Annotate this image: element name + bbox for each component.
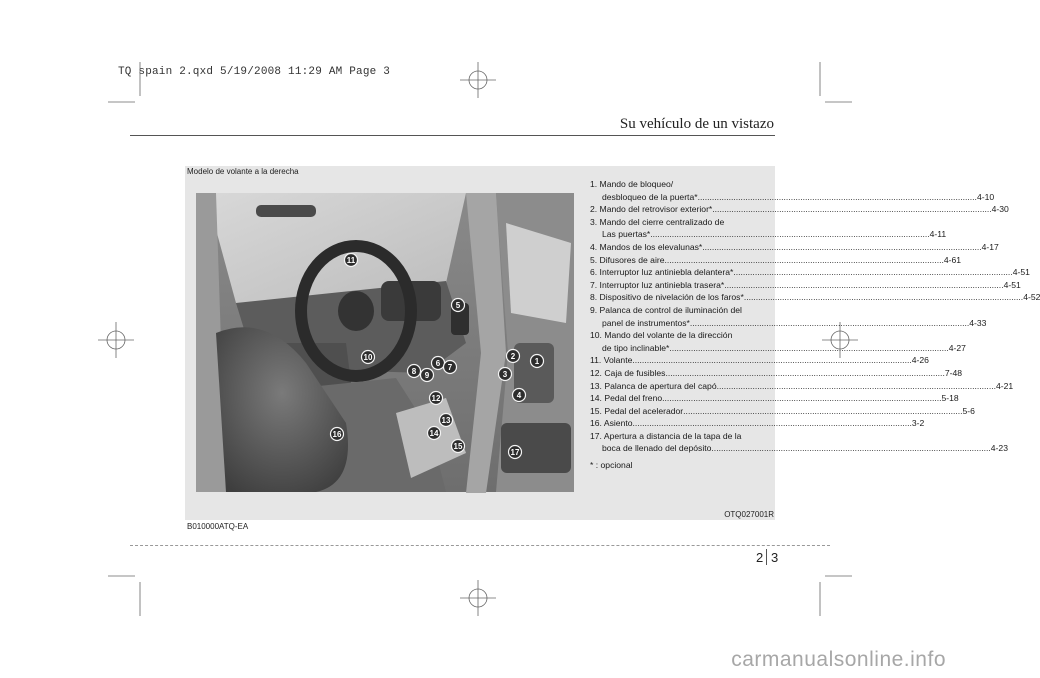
callout-marker: [531, 355, 544, 368]
component-legend: [590, 178, 1040, 472]
legend-item: 7. Interruptor luz antiniebla trasera* ..... 4-51: [590, 279, 770, 292]
figure-code: OTQ027001R: [724, 510, 774, 519]
svg-text:7: 7: [447, 363, 453, 372]
callout-marker: [362, 351, 375, 364]
rear-view-mirror: [256, 205, 316, 217]
svg-text:9: 9: [424, 371, 430, 380]
callout-marker: [452, 299, 465, 312]
legend-item: 6. Interruptor luz antiniebla delantera* ..... 4-51: [590, 266, 770, 279]
legend-item: 13. Palanca de apertura del capó ..... 4-21: [590, 380, 770, 393]
callout-marker: [513, 389, 526, 402]
legend-item: 16. Asiento ..... 3-2: [590, 417, 770, 430]
svg-text:12: 12: [431, 394, 441, 403]
callout-marker: [432, 357, 445, 370]
callout-marker: [428, 427, 441, 440]
callout-marker: [452, 440, 465, 453]
svg-text:6: 6: [435, 359, 441, 368]
section-code: B010000ATQ-EA: [187, 522, 249, 531]
svg-text:2: 2: [510, 352, 516, 361]
legend-item: 9. Palanca de control de iluminación del panel de instrumentos* ..... 4-33: [590, 304, 770, 329]
svg-text:13: 13: [441, 416, 451, 425]
section-title: Su vehículo de un vistazo: [619, 116, 774, 132]
svg-text:16: 16: [332, 430, 342, 439]
svg-text:8: 8: [411, 367, 417, 376]
registration-mark: [98, 322, 134, 358]
figure-caption: Modelo de volante a la derecha: [187, 167, 299, 176]
callout-marker: [444, 361, 457, 374]
steering-hub: [338, 291, 374, 331]
svg-text:14: 14: [429, 429, 439, 438]
bottom-rule: [130, 545, 830, 546]
callout-marker: [499, 368, 512, 381]
title-rule: [130, 135, 775, 136]
callout-marker: [345, 254, 358, 267]
callout-marker: [440, 414, 453, 427]
svg-text:4: 4: [516, 391, 522, 400]
registration-mark: [460, 62, 496, 98]
site-watermark: carmanualsonline.info: [731, 648, 946, 671]
legend-item: 2. Mando del retrovisor exterior* ..... 4-30: [590, 203, 770, 216]
legend-item: 14. Pedal del freno ..... 5-18: [590, 392, 770, 405]
page-number: 3: [771, 550, 779, 565]
print-header: TQ spain 2.qxd 5/19/2008 11:29 AM Page 3: [118, 66, 391, 78]
svg-text:11: 11: [346, 256, 356, 265]
interior-photo: [196, 193, 574, 492]
svg-text:17: 17: [510, 448, 520, 457]
callout-marker: [408, 365, 421, 378]
page-number-divider: [766, 549, 767, 565]
legend-item: 15. Pedal del acelerador ..... 5-6: [590, 405, 770, 418]
svg-text:10: 10: [363, 353, 373, 362]
legend-item: 4. Mandos de los elevalunas* ..... 4-17: [590, 241, 770, 254]
chapter-number: 2: [756, 550, 764, 565]
svg-text:3: 3: [502, 370, 508, 379]
footnote: * : opcional: [590, 460, 633, 471]
legend-item: 11. Volante ..... 4-26: [590, 354, 770, 367]
callout-marker: [507, 350, 520, 363]
callout-marker: [331, 428, 344, 441]
svg-text:15: 15: [453, 442, 463, 451]
registration-mark: [460, 580, 496, 616]
legend-item: 10. Mando del volante de la dirección de tipo inclinable* ..... 4-27: [590, 329, 770, 354]
legend-item: 8. Dispositivo de nivelación de los faros* ..... 4-52: [590, 291, 770, 304]
callout-marker: [430, 392, 443, 405]
legend-item: 17. Apertura a distancia de la tapa de la boca de llenado del depósito ..... 4-23: [590, 430, 770, 455]
legend-item: 12. Caja de fusibles ..... 7-48: [590, 367, 770, 380]
svg-text:5: 5: [455, 301, 461, 310]
legend-item: 1. Mando de bloqueo/ desbloqueo de la puerta* ..... 4-10: [590, 178, 770, 203]
svg-text:1: 1: [534, 357, 540, 366]
callout-marker: [509, 446, 522, 459]
legend-item: 3. Mando del cierre centralizado de Las puertas* ..... 4-11: [590, 216, 770, 241]
legend-item: 5. Difusores de aire ..... 4-61: [590, 254, 770, 267]
callout-marker: [421, 369, 434, 382]
